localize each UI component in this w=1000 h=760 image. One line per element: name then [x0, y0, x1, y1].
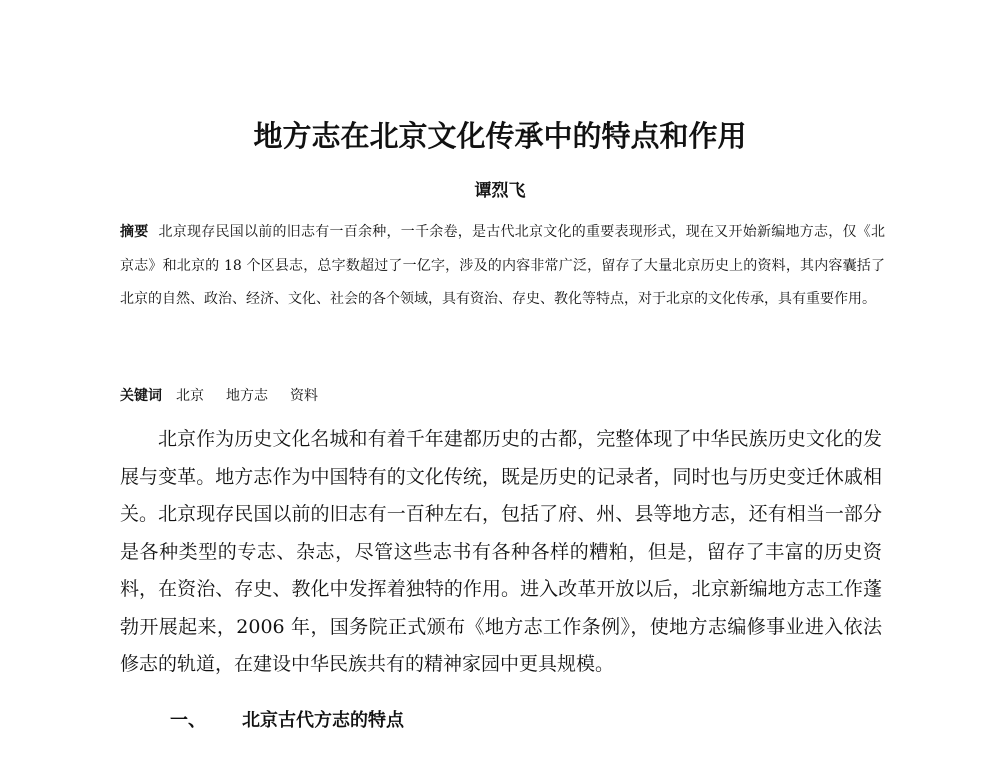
abstract-text: 北京现存民国以前的旧志有一百余种，一千余卷，是古代北京文化的重要表现形式，现在又开始新编地方志，仅《北京志》和北京的 18 个区县志，总字数超过了一亿字，涉及的内容非常广泛，留存了大量北京历史上的资料，其内容囊括了北京的自然、政治、经济、文化、社会的各个领域，具有资治、存史、教化等特点，对于北京的文化传承，具有重要作用。	[120, 224, 885, 307]
abstract	[120, 216, 885, 317]
keyword: 北京	[176, 388, 204, 404]
keywords	[120, 381, 880, 411]
keywords-label: 关键词	[120, 388, 162, 404]
keyword: 地方志	[226, 388, 268, 404]
section-number: 一、	[170, 710, 206, 731]
abstract-label: 摘要	[120, 224, 149, 240]
keyword: 资料	[290, 388, 318, 404]
section-heading	[170, 706, 404, 736]
author-name: 谭烈飞	[474, 181, 526, 201]
body-paragraph: 北京作为历史文化名城和有着千年建都历史的古都，完整体现了中华民族历史文化的发展与变革。地方志作为中国特有的文化传统，既是历史的记录者，同时也与历史变迁休戚相关。北京现存民国以前的旧志有一百种左右，包括了府、州、县等地方志，还有相当一部分是各种类型的专志、杂志，尽管这些志书有各种各样的糟粕，但是，留存了丰富的历史资料，在资治、存史、教化中发挥着独特的作用。进入改革开放以后，北京新编地方志工作蓬勃开展起来，2006 年，国务院正式颁布《地方志工作条例》，使地方志编修事业进入依法修志的轨道，在建设中华民族共有的精神家园中更具规模。	[120, 428, 882, 675]
page-title: 地方志在北京文化传承中的特点和作用	[253, 119, 747, 153]
section-title: 北京古代方志的特点	[242, 710, 404, 731]
